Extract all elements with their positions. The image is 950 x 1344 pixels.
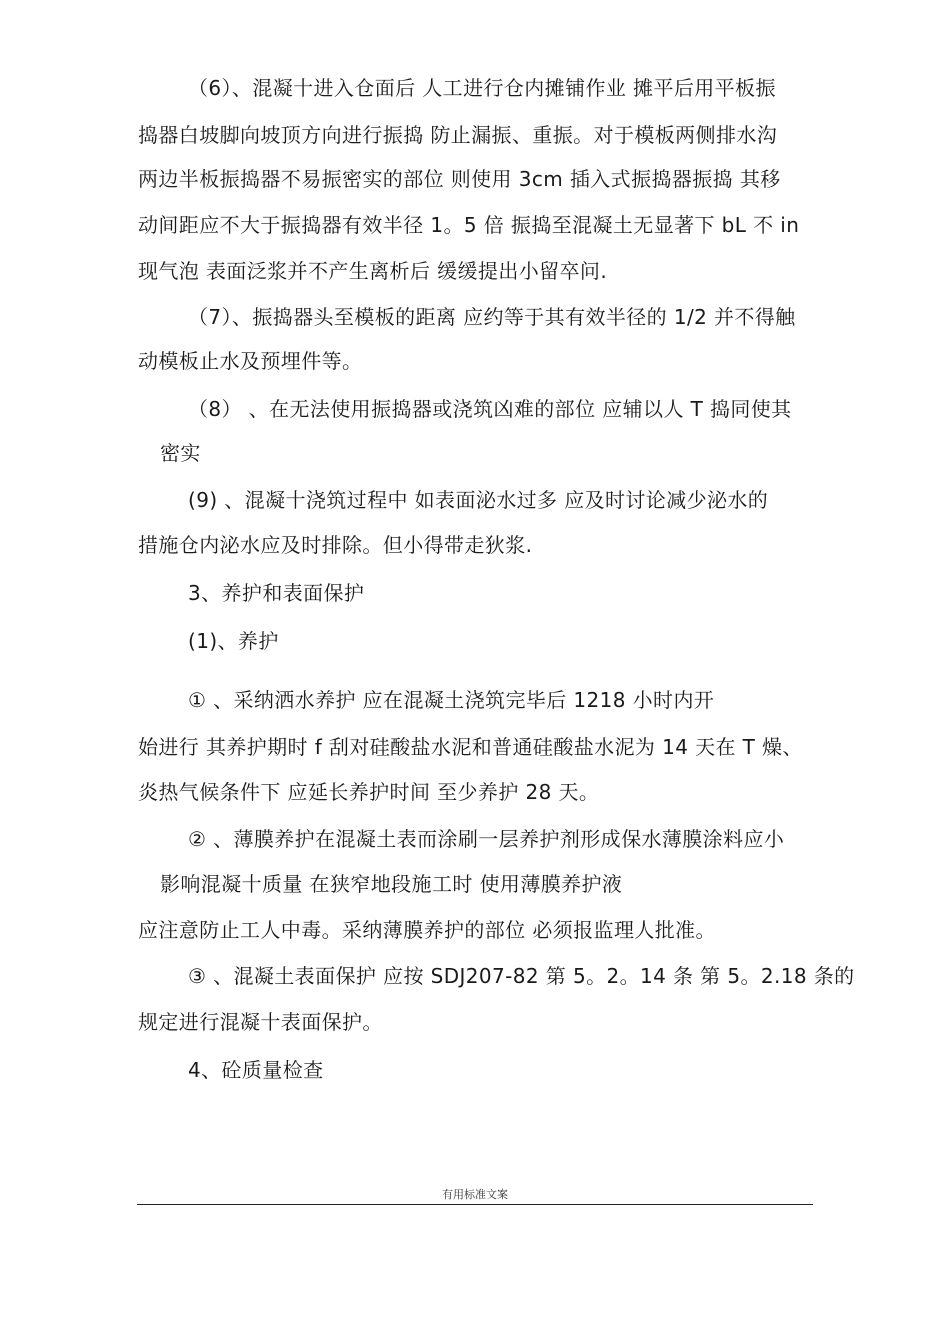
text-line: 炎热气候条件下 应延长养护时间 至少养护 28 天。 <box>138 780 600 804</box>
text-line: 捣器白坡脚向坡顶方向进行振捣 防止漏振、重振。对于模板两侧排水沟 <box>138 123 778 147</box>
footer-divider <box>137 1204 813 1205</box>
text-line: （7）、振捣器头至模板的距离 应约等于其有效半径的 1/2 并不得触 <box>188 305 796 329</box>
text-line: 措施仓内泌水应及时排除。但小得带走狄浆. <box>138 533 533 557</box>
text-line: 密实 <box>160 441 201 465</box>
text-line: ③ 、混凝土表面保护 应按 SDJ207-82 第 5。2。14 条 第 5。2.18 条的 <box>188 964 855 988</box>
text-line: ② 、薄膜养护在混凝土表而涂刷一层养护剂形成保水薄膜涂料应小 <box>188 827 785 851</box>
text-line: 两边半板振捣器不易振密实的部位 则使用 3cm 插入式振捣器振捣 其移 <box>138 167 781 191</box>
section-heading: 4、砼质量检查 <box>188 1058 324 1082</box>
text-line: （6）、混凝十进入仓面后 人工进行仓内摊铺作业 摊平后用平板振 <box>188 76 776 100</box>
text-line: ① 、采纳洒水养护 应在混凝土浇筑完毕后 1218 小时内开 <box>188 688 715 712</box>
text-line: （8） 、在无法使用振捣器或浇筑凶难的部位 应辅以人 T 捣同使其 <box>188 397 792 421</box>
text-line: 始进行 其养护期时 f 刮对硅酸盐水泥和普通硅酸盐水泥为 14 天在 T 燥、 <box>138 735 803 759</box>
footer-text: 有用标准文案 <box>442 1188 508 1201</box>
text-line: 规定进行混凝十表面保护。 <box>138 1010 383 1034</box>
section-heading: 3、养护和表面保护 <box>188 581 365 605</box>
text-line: (9) 、混凝十浇筑过程中 如表面泌水过多 应及时讨论减少泌水的 <box>188 488 769 512</box>
text-line: 动间距应不大于振捣器有效半径 1。5 倍 振捣至混凝土无显著下 bL 不 in <box>138 213 800 237</box>
text-line: 应注意防止工人中毒。采纳薄膜养护的部位 必须报监理人批准。 <box>138 918 716 942</box>
text-line: 动模板止水及预埋件等。 <box>138 349 363 373</box>
subsection-heading: (1)、养护 <box>188 629 279 653</box>
text-line: 现气泡 表面泛浆并不产生离析后 缓缓提出小留卒问. <box>138 259 608 283</box>
text-line: 影响混凝十质量 在狭窄地段施工时 使用薄膜养护液 <box>160 872 623 896</box>
